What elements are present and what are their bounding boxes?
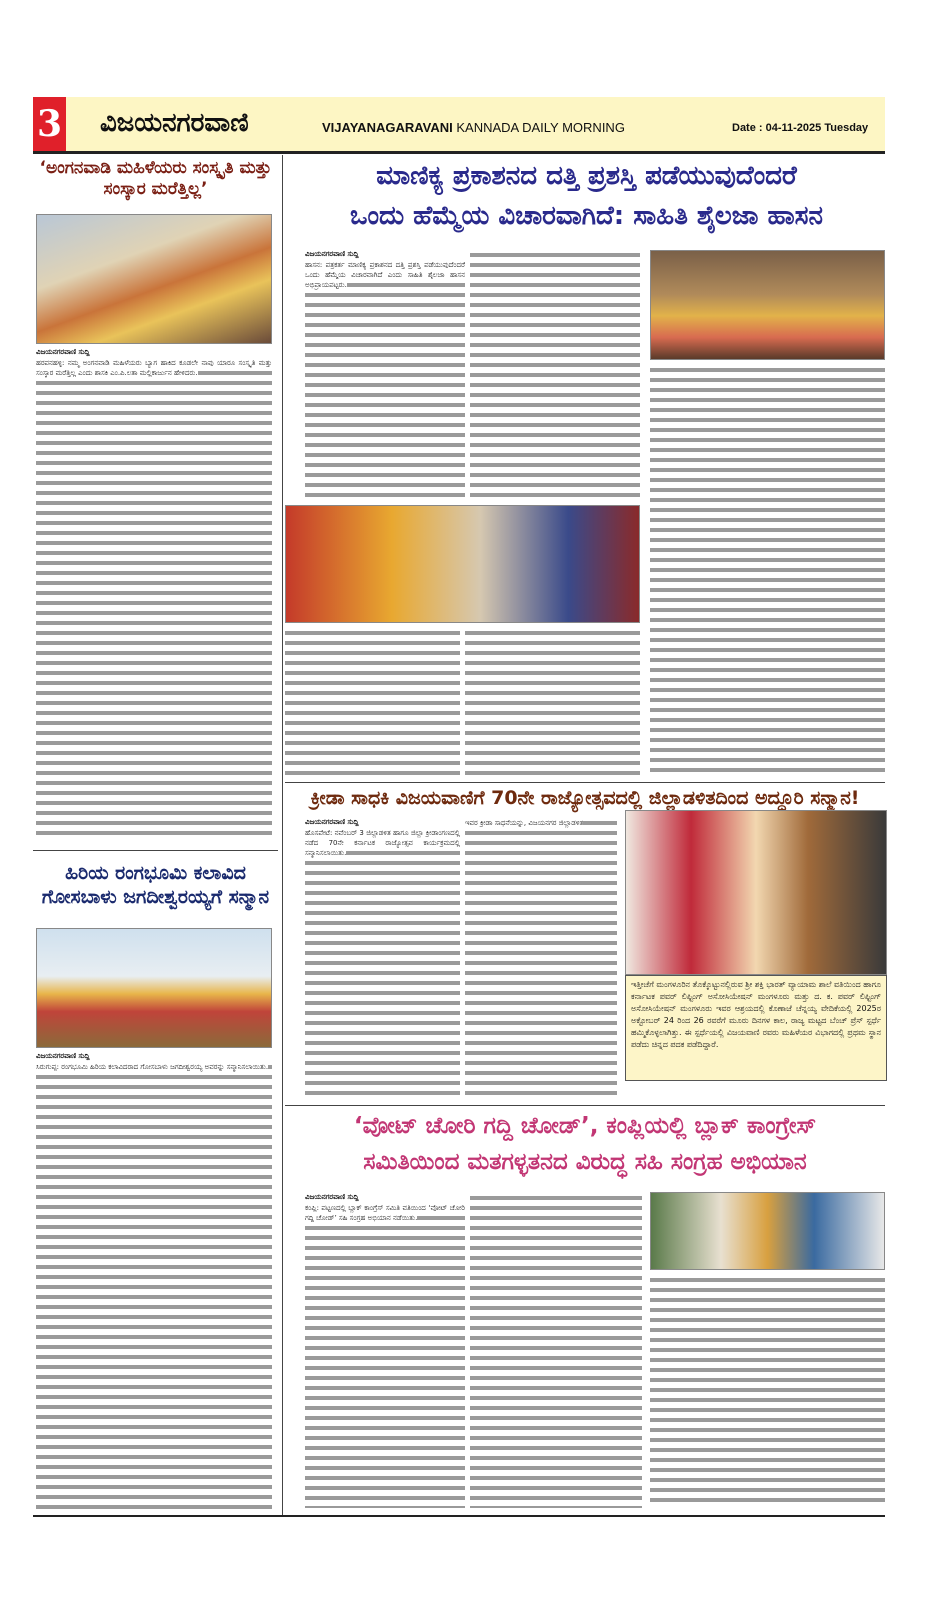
divider bbox=[285, 1105, 885, 1106]
header-rule bbox=[33, 151, 885, 154]
anganwadi-text: ಹರಪನಹಳ್ಳಿ: ನಮ್ಮ ಅಂಗನವಾಡಿ ಮಹಿಳೆಯರು ಬ್ಯಾಗ ಹಾಕಿದ ಕೂಡಲೇ ನಾವು ಯಾರೂ ಸಂಸ್ಕೃತಿ ಮತ್ತು ಸಂಸ್ಕಾರ ಮರೆತ್ತಿಲ್ಲ ಎಂದು ಶಾಸಕಿ ಎಂ.ಪಿ.ಲತಾ ಮಲ್ಲಿಕಾರ್ಜುನ ಹೇಳಿದರು. bbox=[36, 359, 272, 377]
anganwadi-byline: ವಿಜಯನಗರವಾಣಿ ಸುದ್ದಿ bbox=[36, 348, 90, 356]
issue-date: Date : 04-11-2025 Tuesday bbox=[732, 122, 869, 134]
column-divider bbox=[282, 155, 283, 1515]
manikya-body-col2 bbox=[470, 250, 640, 502]
gosabalu-text: ಸಿರುಗುಪ್ಪ: ರಂಗಭೂಮಿ ಹಿರಿಯ ಕಲಾವಿದರಾದ ಗೋಸಬಾಳು ಜಗದೀಶ್ವರಯ್ಯ ಅವರನ್ನು ಸನ್ಮಾನಿಸಲಾಯಿತು. bbox=[36, 1063, 269, 1071]
krida-headline: ಕ್ರೀಡಾ ಸಾಧಕಿ ವಿಜಯವಾಣಿಗೆ 70ನೇ ರಾಜ್ಯೋತ್ಸವದಲ್ಲಿ ಜಿಲ್ಲಾಡಳಿತದಿಂದ ಅದ್ದೂರಿ ಸನ್ಮಾನ! bbox=[310, 787, 860, 809]
gosabalu-body bbox=[36, 1062, 272, 1510]
vote-chori-headline-2: ಸಮಿತಿಯಿಂದ ಮತಗಳ್ಳತನದ ವಿರುದ್ಧ ಸಹಿ ಸಂಗ್ರಹ ಅಭಿಯಾನ bbox=[363, 1149, 807, 1175]
anganwadi-photo bbox=[36, 214, 272, 344]
manikya-headline-1: ಮಾಣಿಕ್ಯ ಪ್ರಕಾಶನದ ದತ್ತಿ ಪ್ರಶಸ್ತಿ ಪಡೆಯುವುದೆಂದರೆ bbox=[376, 161, 797, 191]
english-name: VIJAYANAGARAVANI bbox=[322, 120, 453, 135]
gosabalu-byline: ವಿಜಯನಗರವಾಣಿ ಸುದ್ದಿ bbox=[36, 1052, 90, 1060]
manikya-body-col1 bbox=[305, 260, 465, 502]
vote-chori-body-col2 bbox=[470, 1193, 642, 1508]
vote-chori-headline-1: ‘ವೋಟ್ ಚೋರಿ ಗದ್ದಿ ಚೋಡ್’, ಕಂಪ್ಲಿಯಲ್ಲಿ ಬ್ಲಾಕ್ ಕಾಂಗ್ರೇಸ್ bbox=[353, 1113, 817, 1139]
krida-body-col2 bbox=[465, 818, 617, 1100]
manikya-body-col4 bbox=[285, 628, 460, 775]
vote-chori-byline: ವಿಜಯನಗರವಾಣಿ ಸುದ್ದಿ bbox=[305, 1193, 359, 1201]
footer-rule bbox=[33, 1515, 885, 1517]
divider bbox=[33, 850, 278, 851]
anganwadi-headline: ‘ಅಂಗನವಾಡಿ ಮಹಿಳೆಯರು ಸಂಸ್ಕೃತಿ ಮತ್ತು ಸಂಸ್ಕಾರ ಮರೆತ್ತಿಲ್ಲ’ bbox=[39, 158, 272, 200]
gosabalu-headline: ಹಿರಿಯ ರಂಗಭೂಮಿ ಕಲಾವಿದ ಗೋಸಬಾಳು ಜಗದೀಶ್ವರಯ್ಯಗೆ ಸನ್ಮಾನ bbox=[41, 862, 270, 908]
english-tagline: KANNADA DAILY MORNING bbox=[452, 120, 625, 135]
manikya-text: ಹಾಸನ: ಪತ್ರಕರ್ತ ಮಾಣಿಕ್ಯ ಪ್ರಕಾಶನದ ದತ್ತಿ ಪ್ರಶಸ್ತಿ ಪಡೆಯುವುದೆಂದರೆ ಒಂದು ಹೆಮ್ಮೆಯ ವಿಚಾರವಾಗಿದೆ ಎಂದು ಸಾಹಿತಿ ಶೈಲಜಾ ಹಾಸನ ಅಭಿಪ್ರಾಯಪಟ್ಟರು. bbox=[305, 261, 465, 289]
krida-photo-caption: ಇತ್ತೀಚೆಗೆ ಮಂಗಳೂರಿನ ತೊಕ್ಕೊಟ್ಟುನಲ್ಲಿರುವ ಶ್ರೀ ಶಕ್ತಿ ಭಾರತ್ ವ್ಯಾಯಾಮ ಶಾಲೆ ವತಿಯಿಂದ ಹಾಗೂ ಕರ್ನಾಟಕ ಪವರ್ ಲಿಫ್ಟಿಂಗ್ ಅಸೋಸಿಯೇಷನ್ ಮಂಗಳೂರು ಮತ್ತು ದ. ಕ. ಪವರ್ ಲಿಫ್ಟಿಂಗ್ ಅಸೋಸಿಯೇಷನ್ ಮಂಗಳೂರು ಇವರ ಆಶ್ರಯದಲ್ಲಿ ಕೊಣಾಜೆ ಚೆನ್ನಯ್ಯ ವೇದಿಕೆಯಲ್ಲಿ 2025ರ ಅಕ್ಟೋಬರ್ 24 ರಿಂದ 26 ರವರೆಗೆ ಮೂರು ದಿನಗಳ ಕಾಲ, ರಾಜ್ಯ ಮಟ್ಟದ ಬೆಂಚ್ ಪ್ರೆಸ್ ಸ್ಪರ್ಧೆ ಹಮ್ಮಿಕೊಳ್ಳಲಾಗಿತ್ತು. ಈ ಸ್ಪರ್ಧೆಯಲ್ಲಿ ವಿಜಯವಾಣಿ ರವರು ಮಹಿಳೆಯರ ವಿಭಾಗದಲ್ಲಿ ಪ್ರಥಮ ಸ್ಥಾನ ಪಡೆದು ಚಿನ್ನದ ಪದಕ ಪಡೆದಿದ್ದಾರೆ. bbox=[625, 975, 887, 1081]
manikya-byline: ವಿಜಯನಗರವಾಣಿ ಸುದ್ದಿ bbox=[305, 250, 359, 258]
krida-text: ಹೊಸಪೇಟೆ: ನವೆಂಬರ್ 3 ಜಿಲ್ಲಾಡಳಿತ ಹಾಗೂ ಜಿಲ್ಲಾ ಕ್ರೀಡಾಂಗಣದಲ್ಲಿ ನಡೆದ 70ನೇ ಕರ್ನಾಟಕ ರಾಜ್ಯೋತ್ಸವ ಕಾರ್ಯಕ್ರಮದಲ್ಲಿ ಸನ್ಮಾನಿಸಲಾಯಿತು. bbox=[305, 829, 460, 857]
vote-chori-text: ಕಂಪ್ಲಿ: ಪಟ್ಟಣದಲ್ಲಿ ಬ್ಲಾಕ್ ಕಾಂಗ್ರೆಸ್ ಸಮಿತಿ ವತಿಯಿಂದ ‘ವೋಟ್ ಚೋರಿ ಗದ್ದಿ ಚೋಡ್’ ಸಹಿ ಸಂಗ್ರಹ ಅಭಿಯಾನ ನಡೆಯಿತು. bbox=[305, 1204, 465, 1222]
krida-body-col1 bbox=[305, 828, 460, 1100]
krida-photo bbox=[625, 810, 887, 975]
vote-chori-photo bbox=[650, 1192, 885, 1270]
gosabalu-photo bbox=[36, 928, 272, 1048]
vote-chori-body-col3 bbox=[650, 1275, 885, 1508]
anganwadi-body bbox=[36, 358, 272, 836]
krida-text-2: ಇವರ ಕ್ರೀಡಾ ಸಾಧನೆಯನ್ನು, ವಿಜಯನಗರ ಜಿಲ್ಲಾಡಳಿತ bbox=[465, 819, 584, 827]
manikya-photo-stage bbox=[285, 505, 640, 623]
krida-byline: ವಿಜಯನಗರವಾಣಿ ಸುದ್ದಿ bbox=[305, 818, 359, 826]
manikya-photo-award bbox=[650, 250, 885, 360]
manikya-body-col3 bbox=[650, 365, 885, 775]
manikya-headline-2: ಒಂದು ಹೆಮ್ಮೆಯ ವಿಚಾರವಾಗಿದೆ: ಸಾಹಿತಿ ಶೈಲಜಾ ಹಾಸನ bbox=[350, 201, 823, 231]
page-number: 3 bbox=[33, 97, 66, 151]
manikya-body-col5 bbox=[465, 628, 640, 775]
vote-chori-body-col1 bbox=[305, 1203, 465, 1508]
masthead-logo: ವಿಜಯನಗರವಾಣಿ bbox=[100, 108, 249, 138]
masthead-english bbox=[322, 120, 625, 135]
divider bbox=[285, 782, 885, 783]
